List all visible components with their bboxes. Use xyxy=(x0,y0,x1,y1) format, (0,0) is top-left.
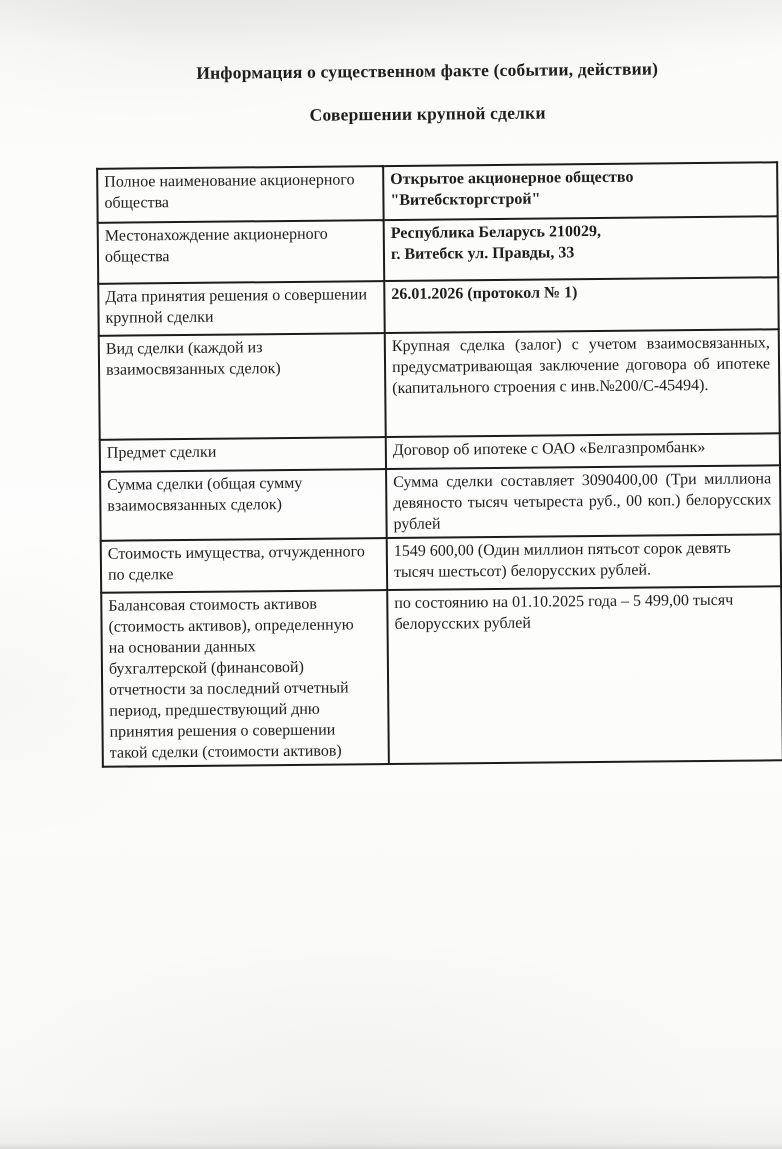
row-value: Договор об ипотеке с ОАО «Белгазпромбанк» xyxy=(386,433,780,469)
table-row-deal-amount xyxy=(100,465,781,541)
table-row-location xyxy=(98,216,779,284)
row-value: Сумма сделки составляет 3090400,00 (Три миллиона девяносто тысяч четыреста руб., 00 коп.) белорусских рублей xyxy=(386,465,781,538)
row-label: Дата принятия решения о совершении крупной сделки xyxy=(98,281,384,336)
title-block xyxy=(95,56,760,127)
row-label: Полное наименование акционерного общества xyxy=(97,166,384,223)
row-value: 26.01.2026 (протокол № 1) xyxy=(384,277,778,333)
table-row-decision-date xyxy=(98,277,778,336)
row-value: по состоянию на 01.10.2025 года – 5 499,00 тысяч белорусских рублей xyxy=(387,586,782,764)
row-value: 1549 600,00 (Один миллион пятьсот сорок девять тысяч шестьсот) белорусских рублей. xyxy=(387,534,781,590)
row-label: Предмет сделки xyxy=(100,437,386,472)
table-row-property-value xyxy=(101,534,781,593)
table-row-deal-type xyxy=(99,329,780,440)
document-title: Информация о существенном факте (событии, действии) xyxy=(196,58,659,83)
fact-table xyxy=(96,161,782,768)
row-value: Крупная сделка (залог) с учетом взаимосвязанных, предусматривающая заключение договора об ипотеке (капитального строения с инв.№200/С-45494). xyxy=(385,329,780,437)
scan-bottom-shadow xyxy=(0,1143,782,1149)
document-subtitle: Совершении крупной сделки xyxy=(309,102,546,125)
table-row-balance-assets xyxy=(101,586,782,767)
row-value: Республика Беларусь 210029, г. Витебск ул. Правды, 33 xyxy=(384,216,779,281)
row-label: Стоимость имущества, отчужденного по сделке xyxy=(101,538,387,593)
row-label: Сумма сделки (общая сумму взаимосвязанных сделок) xyxy=(100,469,387,541)
row-label: Балансовая стоимость активов (стоимость активов), определенную на основании данных бухгалтерской (финансовой) отчетности за последний отчетный период, предшествующий дню принятия решения о совершении такой сделки (стоимости активов) xyxy=(101,590,389,767)
table-row-full-name xyxy=(97,162,777,223)
row-label: Местонахождение акционерного общества xyxy=(98,220,385,284)
row-value: Открытое акционерное общество "Витебскторгстрой" xyxy=(383,162,778,220)
row-label: Вид сделки (каждой из взаимосвязанных сделок) xyxy=(99,333,386,440)
